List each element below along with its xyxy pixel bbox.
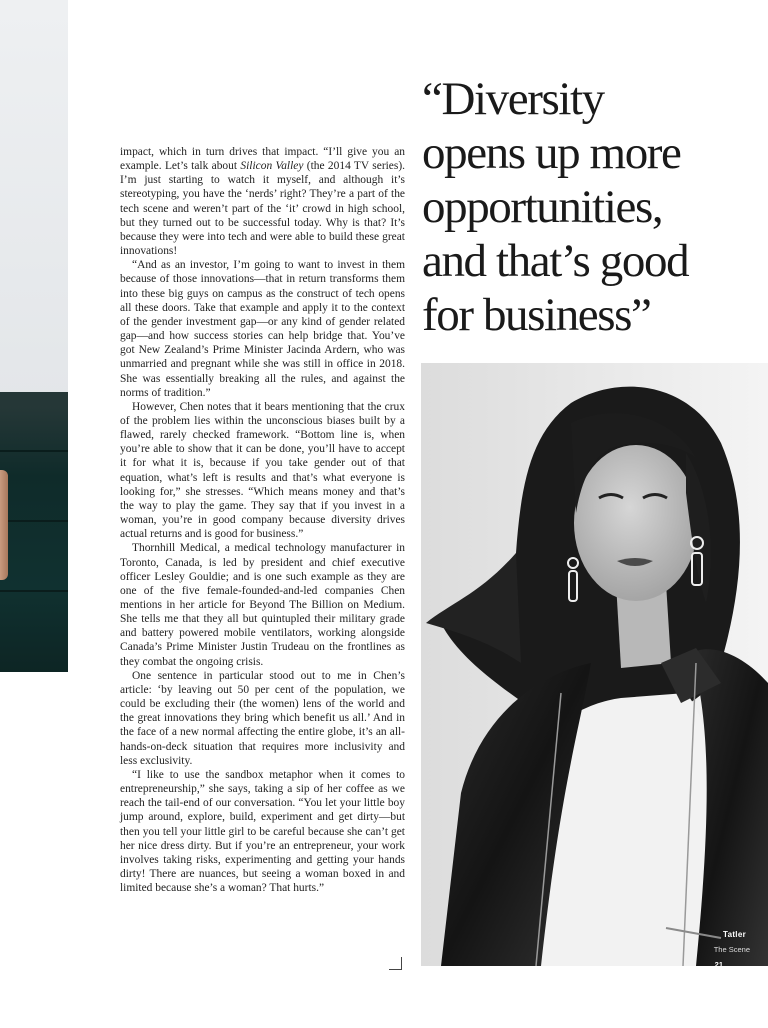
photo-cushion-line (0, 450, 68, 452)
photo-sofa-edge (0, 392, 68, 406)
article-paragraph: One sentence in particular stood out to me in Chen’s article: ‘by leaving out 50 per cent of the population, we could be excluding their (the women) lens of the world and the great innovations they bring which benefit us all.’ And in the face of a new normal affecting the entire globe, it’s an all-hands-on-deck situation that requires more inclusivity and less exclusivity. (120, 669, 405, 767)
pull-quote-line: and that’s good (422, 235, 689, 287)
magazine-brand: Tatler (723, 930, 746, 939)
photo-sofa (0, 392, 68, 672)
article-paragraph: “And as an investor, I’m going to want to invest in them because of those innovations—that in return transforms them into these big guys on campus as the construct of tech opens all these doors. Take that example and apply it to the context of the gender investment gap—or any kind of gender related gap—and how success stories can help bridge that. You’ve got New Zealand’s Prime Minister Jacinda Ardern, who was unmarried and pregnant while she was still in office in 2018. She was essentially breaking all the rules, and against the norms of tradition.” (120, 259, 405, 399)
portrait-photo (421, 363, 768, 966)
photo-wall (0, 0, 68, 400)
article-paragraph: However, Chen notes that it bears mentioning that the crux of the problem lies within the unconscious biases built by a flawed, rarely checked framework. “Bottom line is, when you’re able to show that it can be done, you’ll have to accept it for what it is, because if you take gender out of that equation, what’s left is results and that’s what everyone is looking for,” she stresses. “Which means money and that’s the way to play the game. They say that if you invest in a woman, you’re in good company because diversity drives actual returns and is good for business.” (120, 400, 405, 541)
photo-hand (0, 470, 8, 580)
article-paragraph: “I like to use the sandbox metaphor when it comes to entrepreneurship,” she says, taking a sip of her coffee as we reach the tail-end of our conversation. “You let your little boy jump around, explore, build, experiment and get dirty—but then you tell your little girl to be careful because she can’t get her nice dress dirty. But if you’re an entrepreneur, your work involves taking risks, experimenting and getting your hands dirty! There are nuances, but seeing a woman boxed in and limited because she’s a woman? That hurts.” (120, 768, 405, 895)
article-paragraph: Thornhill Medical, a medical technology manufacturer in Toronto, Canada, is led by president and chief executive officer Lesley Gouldie; and is one such example as they are one of the five female-founded-and-led companies Chen mentions in her article for Beyond The Billion on Medium. She tells me that they all but quintupled their military grade and battery powered mobile ventilators, working alongside Canada’s Prime Minister Justin Trudeau on the frontlines as they combat the ongoing crisis. (120, 542, 405, 668)
pull-quote-line: for business” (422, 289, 651, 341)
end-of-article-mark (389, 957, 402, 970)
page-number: 21 (714, 960, 723, 969)
pull-quote-line: opportunities, (422, 181, 663, 233)
section-name: The Scene (713, 945, 750, 954)
pull-quote-line: “Diversity (422, 73, 604, 125)
article-paragraph: impact, which in turn drives that impact. “I’ll give you an example. Let’s talk about Silicon Valley (the 2014 TV series). I’m just starting to watch it myself, and although it’s stereotyping, you have the ‘nerds’ right? They’re a part of the tech scene and weren’t part of the ‘it’ crowd in high school, but they turned out to be successful today. Why is that? It’s because they were into tech and were able to build these great innovations! (120, 146, 406, 258)
show-title: Silicon Valley (240, 160, 304, 173)
photo-cushion-line (0, 520, 68, 522)
pull-quote (422, 72, 762, 342)
previous-page-photo (0, 0, 68, 672)
photo-cushion-line (0, 590, 68, 592)
portrait-illustration (421, 363, 768, 966)
article-body (120, 145, 405, 895)
pull-quote-line: opens up more (422, 127, 681, 179)
